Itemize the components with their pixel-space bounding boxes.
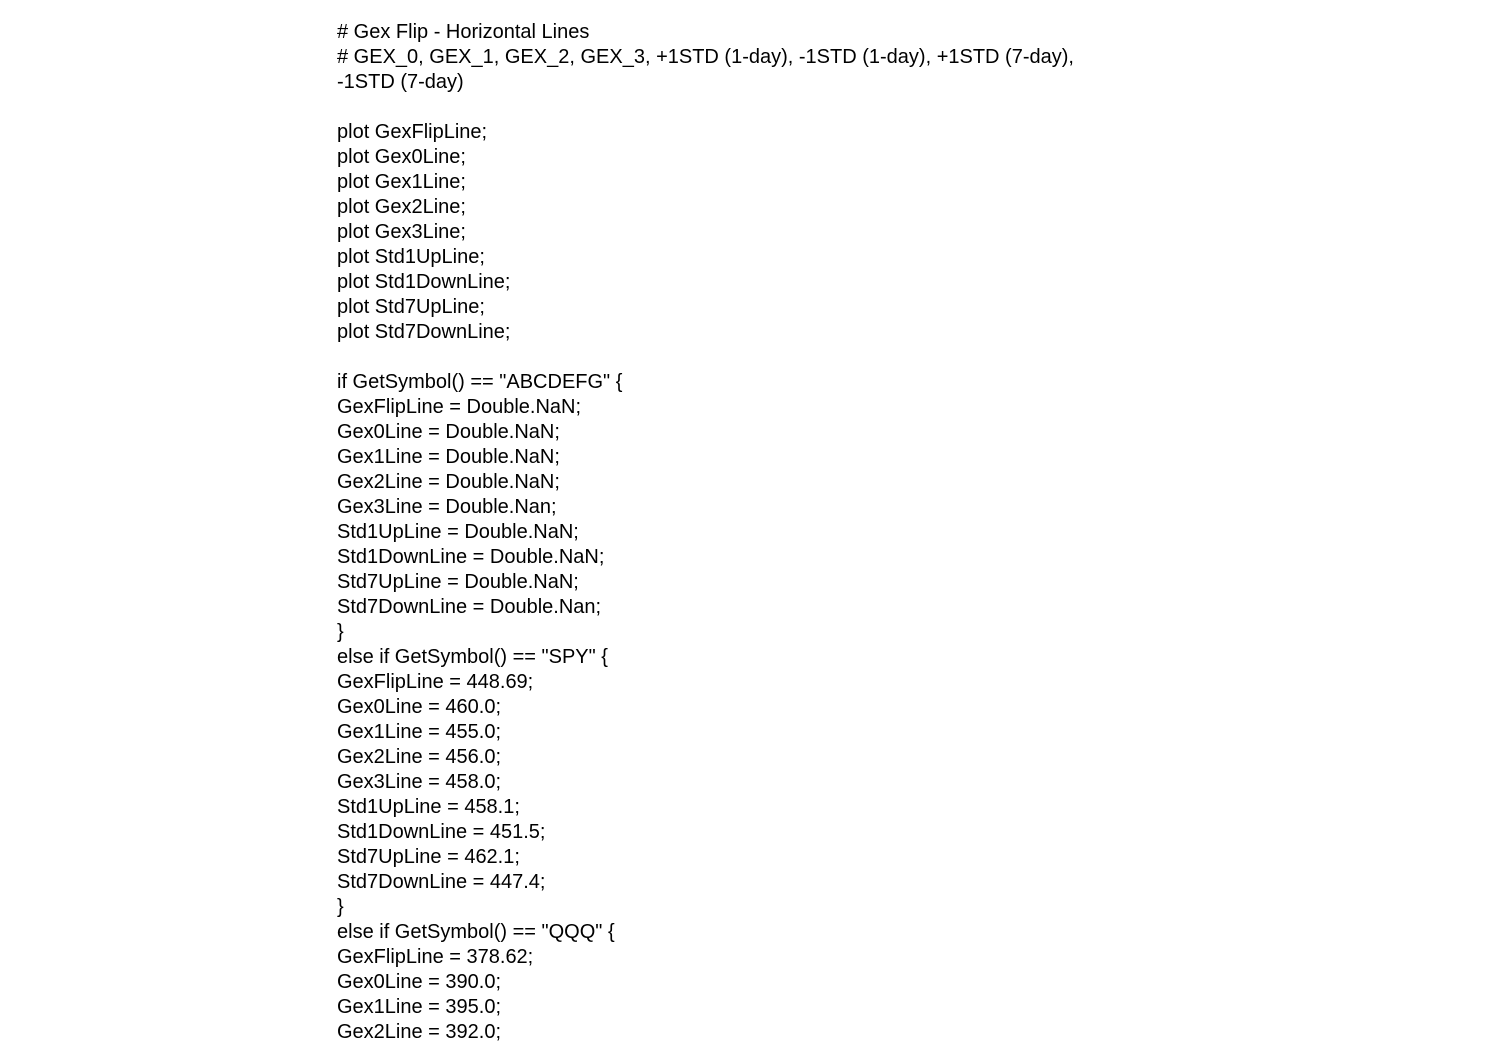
code-line: Std7UpLine = Double.NaN; — [337, 571, 579, 593]
code-line: Std7UpLine = 462.1; — [337, 846, 520, 868]
code-line: plot Gex3Line; — [337, 221, 466, 243]
code-line: Gex3Line = Double.Nan; — [337, 496, 557, 518]
code-line: GexFlipLine = 378.62; — [337, 946, 534, 968]
code-line: plot Std7UpLine; — [337, 296, 485, 318]
comment-levels: # GEX_0, GEX_1, GEX_2, GEX_3, +1STD (1-day), -1STD (1-day), +1STD (7-day), — [337, 46, 1074, 68]
code-line: Gex0Line = Double.NaN; — [337, 421, 560, 443]
code-line: plot Gex1Line; — [337, 171, 466, 193]
blank-line — [337, 95, 1437, 120]
code-line: GexFlipLine = 448.69; — [337, 671, 534, 693]
code-line: Gex2Line = 456.0; — [337, 746, 502, 768]
code-line: Gex0Line = 460.0; — [337, 696, 502, 718]
comment-levels-cont: -1STD (7-day) — [337, 71, 464, 93]
code-line: Gex1Line = Double.NaN; — [337, 446, 560, 468]
blank-line — [337, 345, 1437, 370]
code-line: } — [337, 621, 344, 643]
document-body — [337, 20, 1437, 1045]
code-line: Std7DownLine = 447.4; — [337, 871, 546, 893]
code-line: plot Gex0Line; — [337, 146, 466, 168]
code-line: plot Gex2Line; — [337, 196, 466, 218]
code-line: Std7DownLine = Double.Nan; — [337, 596, 602, 618]
code-line: if GetSymbol() == "ABCDEFG" { — [337, 371, 623, 393]
code-line: Std1UpLine = Double.NaN; — [337, 521, 579, 543]
code-line: Gex1Line = 395.0; — [337, 996, 502, 1018]
code-line: GexFlipLine = Double.NaN; — [337, 396, 582, 418]
code-line: plot Std1DownLine; — [337, 271, 511, 293]
code-line: } — [337, 896, 344, 918]
code-line: plot Std7DownLine; — [337, 321, 511, 343]
code-line: Gex2Line = Double.NaN; — [337, 471, 560, 493]
code-line: plot Std1UpLine; — [337, 246, 485, 268]
code-line: else if GetSymbol() == "QQQ" { — [337, 921, 615, 943]
code-line: Std1UpLine = 458.1; — [337, 796, 520, 818]
code-line: Gex0Line = 390.0; — [337, 971, 502, 993]
code-line: Std1DownLine = 451.5; — [337, 821, 546, 843]
code-line: plot GexFlipLine; — [337, 121, 488, 143]
code-line: else if GetSymbol() == "SPY" { — [337, 646, 608, 668]
code-line: Std1DownLine = Double.NaN; — [337, 546, 605, 568]
comment-title: # Gex Flip - Horizontal Lines — [337, 21, 590, 43]
code-line: Gex1Line = 455.0; — [337, 721, 502, 743]
code-line: Gex2Line = 392.0; — [337, 1021, 502, 1043]
code-line: Gex3Line = 458.0; — [337, 771, 502, 793]
